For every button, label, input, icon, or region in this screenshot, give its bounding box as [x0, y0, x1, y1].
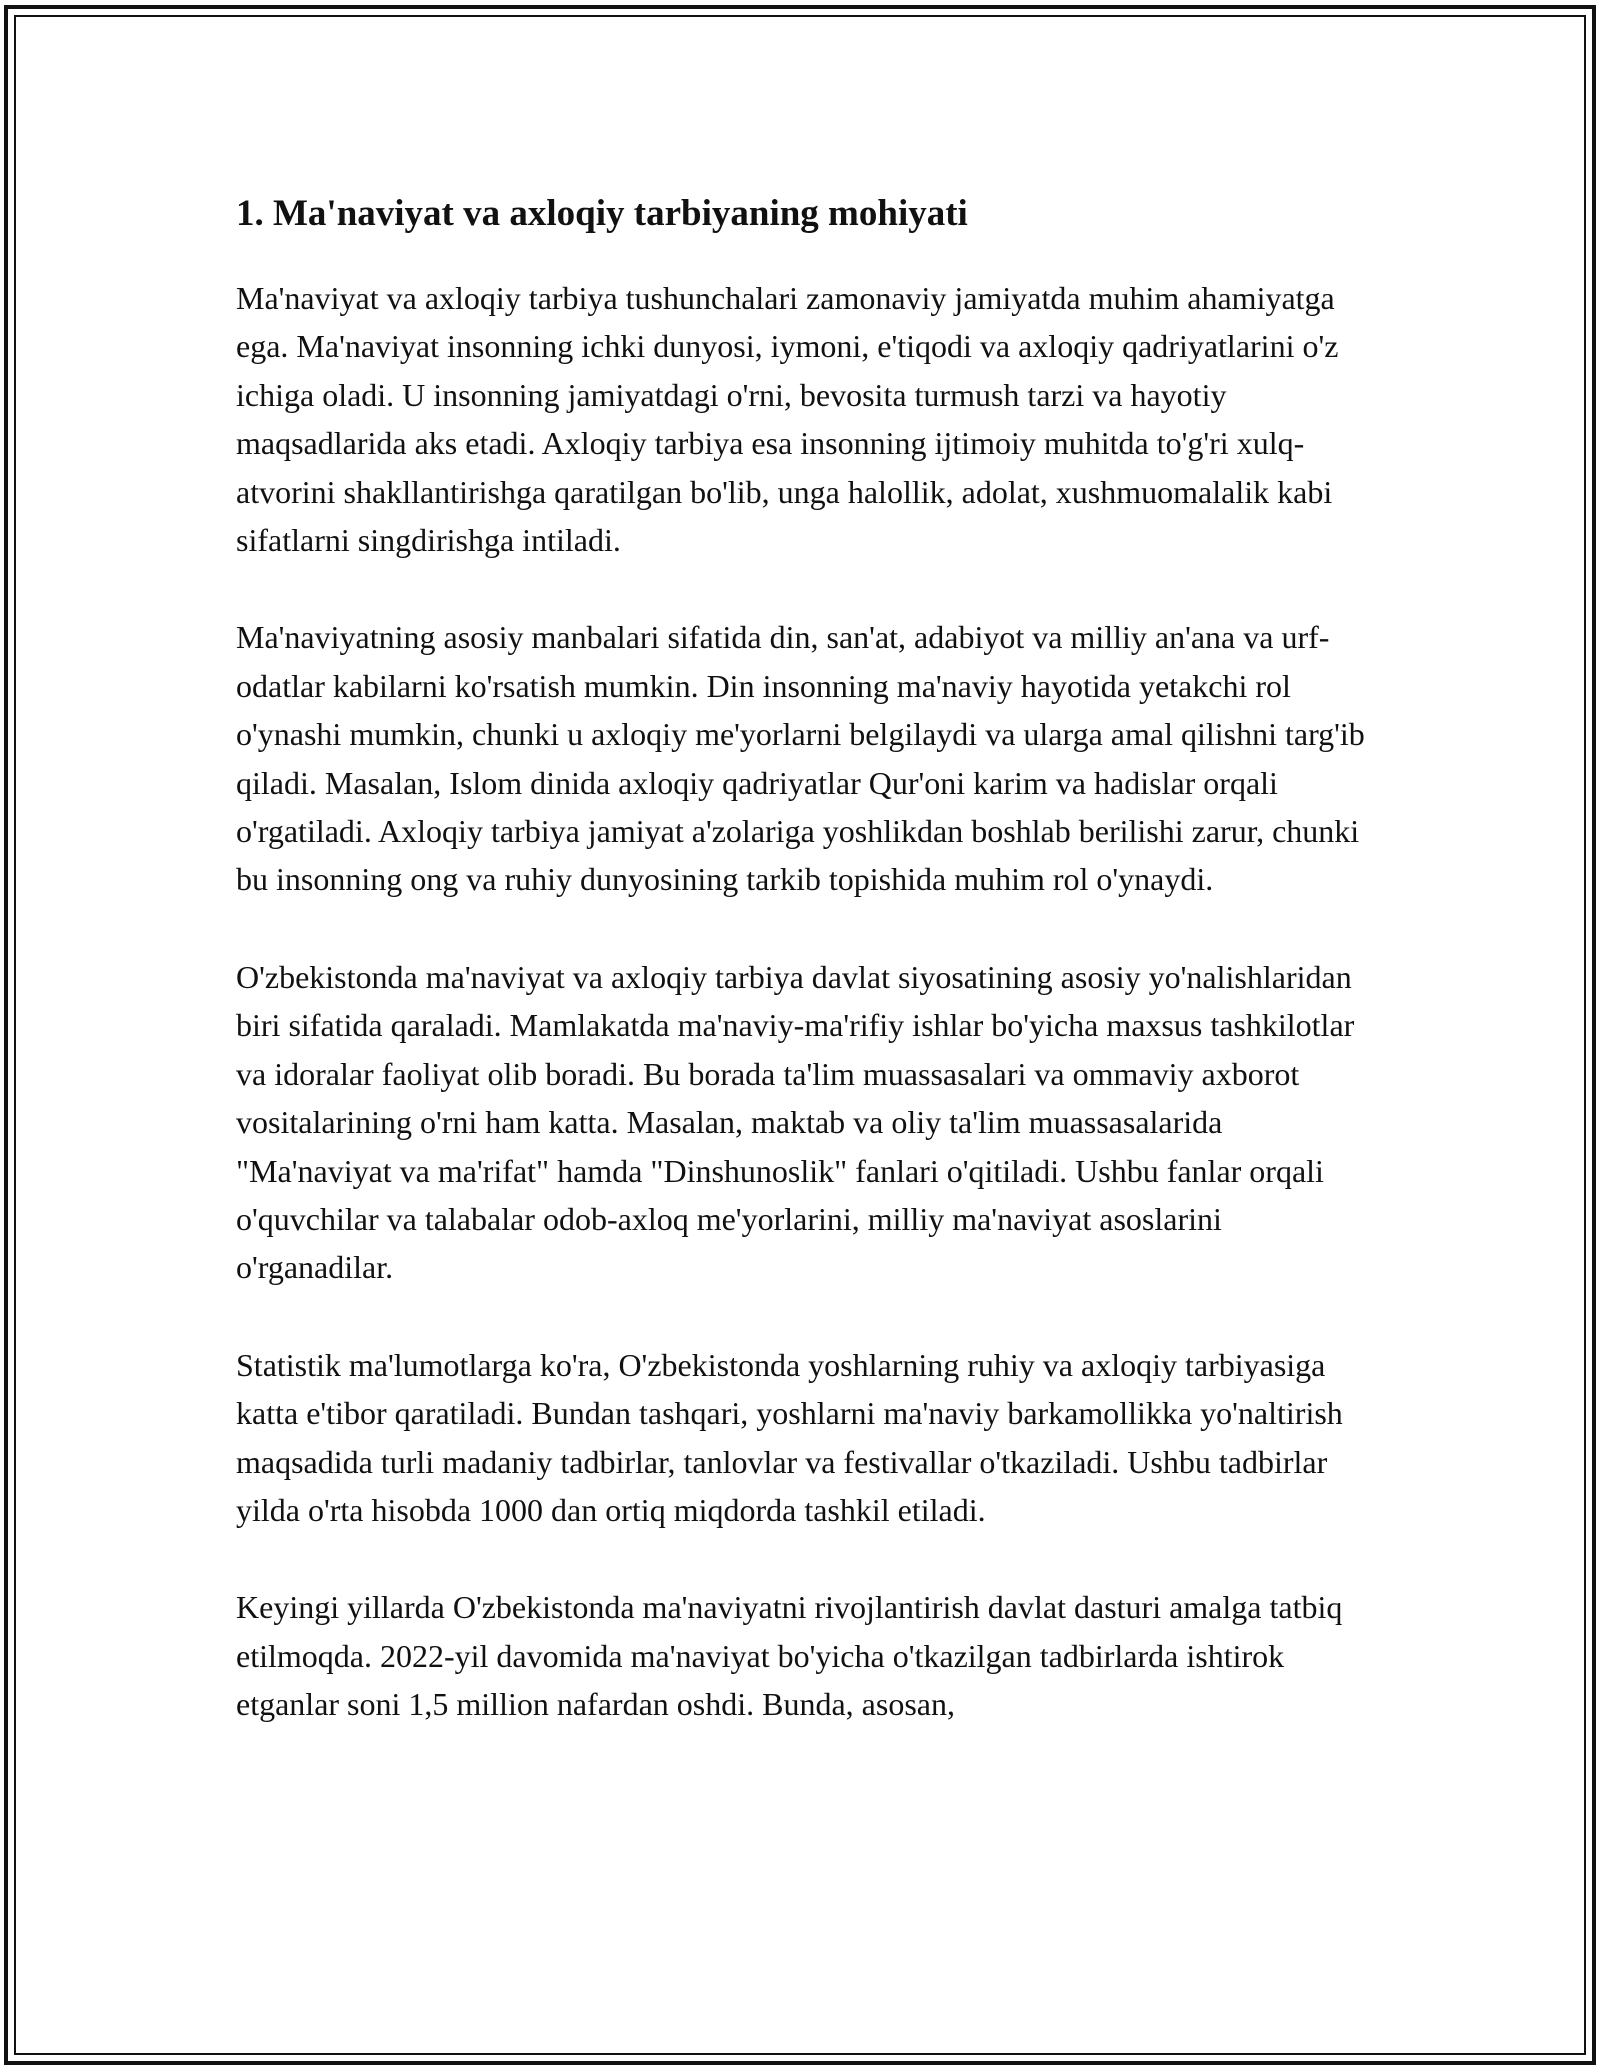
paragraph-5: Keyingi yillarda O'zbekistonda ma'naviyatni rivojlantirish davlat dasturi amalga tatbiq etilmoqda. 2022-yil davomida ma'naviyat bo'yicha o'tkazilgan tadbirlarda ishtirok etganlar soni 1,5 million nafardan oshdi. Bunda, asosan,	[236, 1589, 1343, 1723]
paragraph-2: Ma'naviyatning asosiy manbalari sifatida din, san'at, adabiyot va milliy an'ana va urf-odatlar kabilarni ko'rsatish mumkin. Din insonning ma'naviy hayotida yetakchi rol o'ynashi mumkin, chunki u axloqiy me'yorlarni belgilaydi va ularga amal qilishni targ'ib qiladi. Masalan, Islom dinida axloqiy qadriyatlar Qur'oni karim va hadislar orqali o'rgatiladi. Axloqiy tarbiya jamiyat a'zolariga yoshlikdan boshlab berilishi zarur, chunki bu insonning ong va ruhiy dunyosining tarkib topishida muhim rol o'ynaydi.	[236, 619, 1365, 898]
paragraph-3: O'zbekistonda ma'naviyat va axloqiy tarbiya davlat siyosatining asosiy yo'nalishlaridan biri sifatida qaraladi. Mamlakatda ma'naviy-ma'rifiy ishlar bo'yicha maxsus tashkilotlar va idoralar faoliyat olib boradi. Bu borada ta'lim muassasalari va ommaviy axborot vositalarining o'rni ham katta. Masalan, maktab va oliy ta'lim muassasalarida "Ma'naviyat va ma'rifat" hamda "Dinshunoslik" fanlari o'qitiladi. Ushbu fanlar orqali o'quvchilar va talabalar odob-axloq me'yorlarini, milliy ma'naviyat asoslarini o'rganadilar.	[236, 958, 1355, 1286]
section-heading: 1. Ma'naviyat va axloqiy tarbiyaning mohiyati	[236, 193, 968, 234]
paragraph-4: Statistik ma'lumotlarga ko'ra, O'zbekistonda yoshlarning ruhiy va axloqiy tarbiyasiga katta e'tibor qaratiladi. Bundan tashqari, yoshlarni ma'naviy barkamollikka yo'naltirish maqsadida turli madaniy tadbirlar, tanlovlar va festivallar o'tkaziladi. Ushbu tadbirlar yilda o'rta hisobda 1000 dan ortiq miqdorda tashkil etiladi.	[236, 1346, 1343, 1528]
document-body	[236, 186, 1376, 1778]
paragraph-1: Ma'naviyat va axloqiy tarbiya tushunchalari zamonaviy jamiyatda muhim ahamiyatga ega. Ma'naviyat insonning ichki dunyosi, iymoni, e'tiqodi va axloqiy qadriyatlarini o'z ichiga oladi. U insonning jamiyatdagi o'rni, bevosita turmush tarzi va hayotiy maqsadlarida aks etadi. Axloqiy tarbiya esa insonning ijtimoiy muhitda to'g'ri xulq-atvorini shakllantirishga qaratilgan bo'lib, unga halollik, adolat, xushmuomalalik kabi sifatlarni singdirishga intiladi.	[236, 280, 1339, 559]
